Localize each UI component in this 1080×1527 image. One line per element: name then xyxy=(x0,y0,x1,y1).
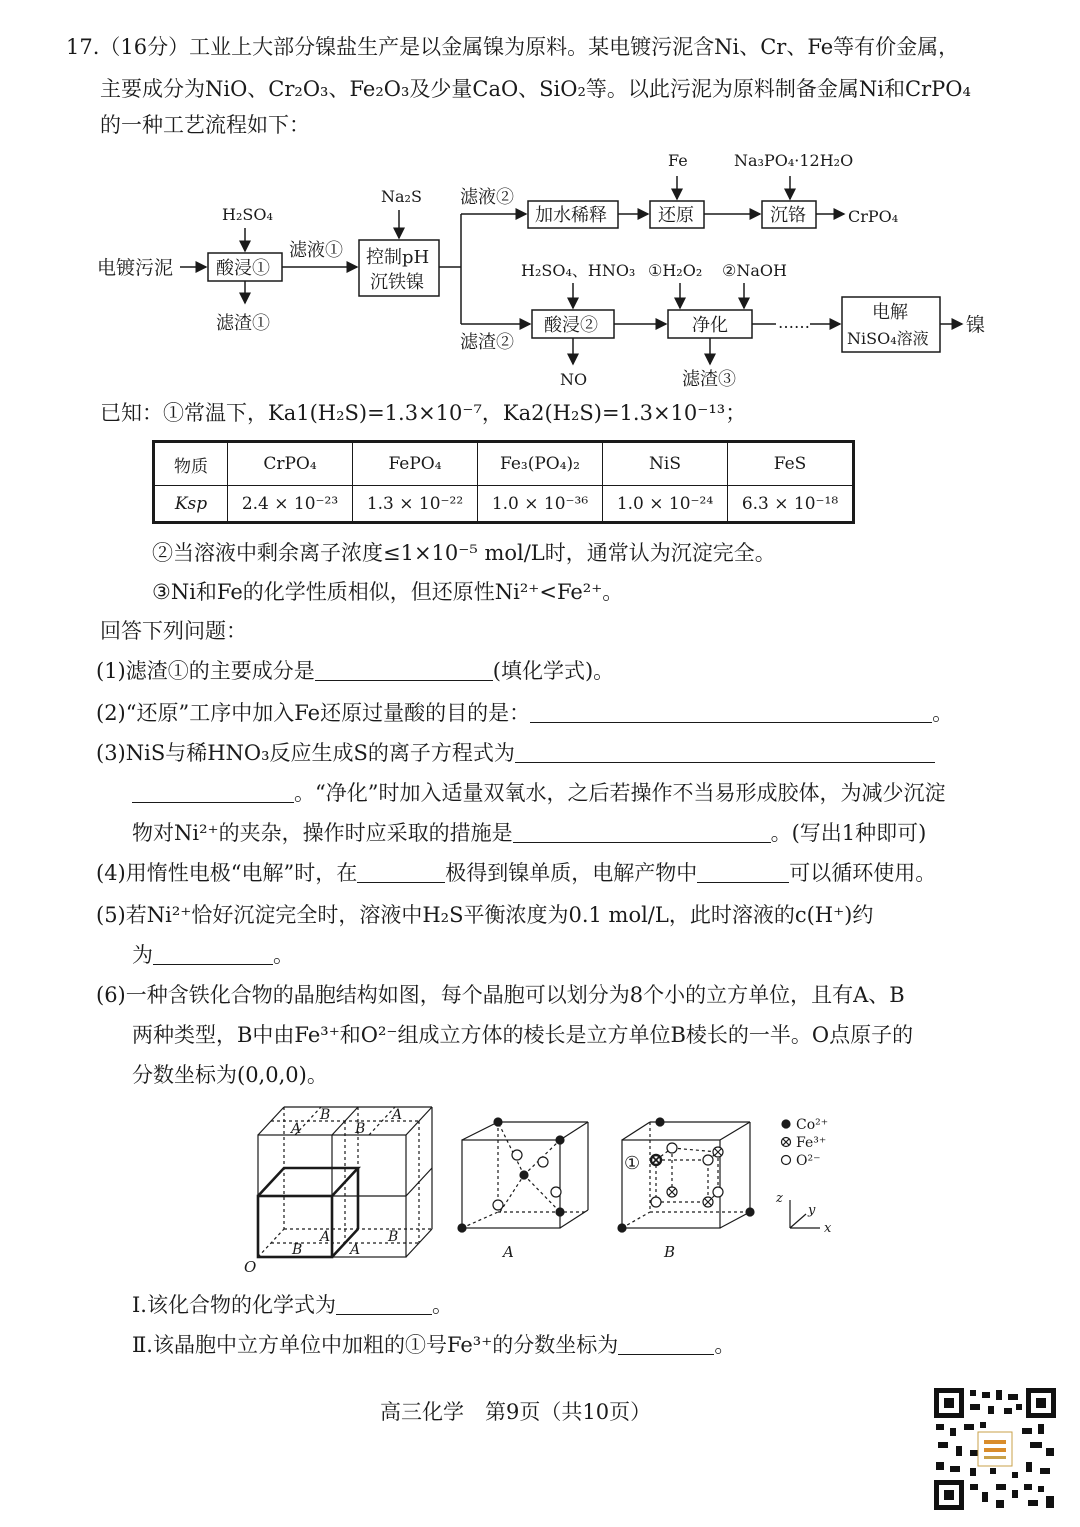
question-3-line-1 xyxy=(96,738,935,768)
question-1 xyxy=(96,656,614,686)
q4-product-blank[interactable] xyxy=(697,860,789,883)
q6-i-text: Ⅰ.该化合物的化学式为 xyxy=(132,1293,336,1317)
ksp-header-cell: CrPO₄ xyxy=(228,443,353,486)
q1-suffix: (填化学式)。 xyxy=(492,659,615,683)
cell-label-a: A xyxy=(291,1121,302,1137)
axis-x: x xyxy=(824,1221,832,1236)
question-6-line-2: 两种类型，B中由Fe³⁺和O²⁻组成立方体的棱长是立方单位B棱长的一半。O点原子的 xyxy=(132,1023,914,1047)
q6-i-answer-blank[interactable] xyxy=(336,1292,432,1315)
ksp-value-row xyxy=(155,486,853,522)
legend-co: Co²⁺ xyxy=(796,1117,829,1133)
axis-z: z xyxy=(776,1191,783,1206)
question-6-ii xyxy=(132,1330,735,1360)
flow-precip-cr: 沉铬 xyxy=(770,205,806,226)
flow-no: NO xyxy=(560,370,588,389)
known-1: 已知：①常温下，Ka1(H₂S)=1.3×10⁻⁷，Ka2(H₂S)=1.3×10⁻¹³； xyxy=(100,401,747,425)
question-3-line-3 xyxy=(132,818,926,848)
ksp-header-cell: Fe₃(PO₄)₂ xyxy=(478,443,603,486)
flow-crpo4: CrPO₄ xyxy=(848,207,899,226)
origin-label: O xyxy=(244,1258,257,1275)
question-17-line-2: 主要成分为NiO、Cr₂O₃、Fe₂O₃及少量CaO、SiO₂等。以此污泥为原料制备金属Ni和CrPO₄ xyxy=(100,77,971,101)
flow-na2s: Na₂S xyxy=(381,187,422,206)
ksp-header-row xyxy=(155,443,853,486)
flow-purify: 净化 xyxy=(692,315,728,336)
cell-label-b: B xyxy=(292,1242,303,1258)
question-6-i xyxy=(132,1290,453,1320)
ksp-value-cell: 6.3 × 10⁻¹⁸ xyxy=(728,486,853,522)
axes xyxy=(790,1200,820,1228)
flow-acid1-reagent: H₂SO₄ xyxy=(222,205,273,224)
cell-label-b: B xyxy=(320,1107,331,1123)
flow-acid2-reagent: H₂SO₄、HNO₃ xyxy=(521,261,636,280)
ksp-header-cell: FePO₄ xyxy=(353,443,478,486)
flow-filtrate1: 滤液① xyxy=(289,240,343,261)
question-3-line-2 xyxy=(132,778,945,808)
flow-acid2: 酸浸② xyxy=(544,315,598,336)
flow-dilute: 加水稀释 xyxy=(535,205,607,226)
q4-text-2: 极得到镍单质，电解产物中 xyxy=(445,861,698,885)
q5-text: 为 xyxy=(132,943,153,967)
q3-text: (3)NiS与稀HNO₃反应生成S的离子方程式为 xyxy=(96,741,515,765)
question-17-line-1: 17.（16分）工业上大部分镍盐生产是以金属镍为原料。某电镀污泥含Ni、Cr、Fe等有价金属， xyxy=(66,35,960,59)
flow-residue2: 滤渣② xyxy=(460,332,514,353)
legend xyxy=(782,1120,791,1165)
q3-measure-blank[interactable] xyxy=(513,820,771,843)
q2-suffix: 。 xyxy=(932,701,954,725)
flow-filtrate2: 滤液② xyxy=(460,187,514,208)
flow-residue3: 滤渣③ xyxy=(682,369,736,390)
q3-text-3: 物对Ni²⁺的夹杂，操作时应采取的措施是 xyxy=(132,821,513,845)
flow-fe: Fe xyxy=(668,151,688,170)
cell-label-a: A xyxy=(320,1229,331,1245)
cell-label-b: B xyxy=(355,1121,366,1137)
q5-suffix: 。 xyxy=(273,943,294,967)
q6-i-suffix: 。 xyxy=(431,1293,453,1317)
q3-suffix: 。(写出1种即可) xyxy=(770,821,927,845)
ksp-header-cell: FeS xyxy=(728,443,853,486)
q2-answer-blank[interactable] xyxy=(530,700,932,723)
q6-ii-suffix: 。 xyxy=(714,1333,736,1357)
flow-ctrl-1: 控制pH xyxy=(366,247,430,268)
flow-electro-1: 电解 xyxy=(872,302,908,323)
legend-fe: Fe³⁺ xyxy=(796,1135,827,1151)
cell-label-b: B xyxy=(388,1229,399,1245)
cube-a-label: A xyxy=(503,1243,514,1261)
q4-text: (4)用惰性电极“电解”时，在 xyxy=(96,861,358,885)
cube-b xyxy=(622,1122,750,1228)
q6-ii-answer-blank[interactable] xyxy=(618,1332,714,1355)
question-4 xyxy=(96,858,936,888)
questions-intro: 回答下列问题： xyxy=(100,619,247,643)
question-6-line-1: (6)一种含铁化合物的晶胞结构如图，每个晶胞可以划分为8个小的立方单位，且有A、B xyxy=(96,983,905,1007)
flow-start: 电镀污泥 xyxy=(97,257,174,279)
page-footer: 高三化学 第9页（共10页） xyxy=(380,1400,652,1424)
q6-ii-text: Ⅱ.该晶胞中立方单位中加粗的①号Fe³⁺的分数坐标为 xyxy=(132,1333,619,1357)
cube-b-label: B xyxy=(664,1243,676,1261)
flow-ctrl-2: 沉铁镍 xyxy=(370,272,424,293)
question-5-line-2 xyxy=(132,940,294,970)
axis-y: y xyxy=(808,1203,816,1218)
q1-answer-blank[interactable] xyxy=(315,658,493,681)
cell-label-a: A xyxy=(392,1107,403,1123)
flow-dots: …… xyxy=(778,313,810,332)
ksp-header-cell: NiS xyxy=(603,443,728,486)
question-17-line-3: 的一种工艺流程如下： xyxy=(100,113,310,137)
flow-na3po4: Na₃PO₄·12H₂O xyxy=(734,151,854,170)
known-2: ②当溶液中剩余离子浓度≤1×10⁻⁵ mol/L时，通常认为沉淀完全。 xyxy=(152,541,776,565)
ksp-value-cell: 1.3 × 10⁻²² xyxy=(353,486,478,522)
flow-electro-2: NiSO₄溶液 xyxy=(847,329,929,348)
q4-electrode-blank[interactable] xyxy=(357,860,445,883)
ksp-header-cell: 物质 xyxy=(155,443,228,486)
flow-naoh: ②NaOH xyxy=(722,261,787,280)
q4-suffix: 可以循环使用。 xyxy=(789,861,937,885)
q5-answer-blank[interactable] xyxy=(153,942,273,965)
ksp-value-cell: 1.0 × 10⁻³⁶ xyxy=(478,486,603,522)
q3-equation-blank-cont[interactable] xyxy=(132,780,294,803)
legend-o: O²⁻ xyxy=(796,1153,821,1169)
cell-label-a: A xyxy=(350,1242,361,1258)
flow-reduce: 还原 xyxy=(658,205,694,226)
flow-acid1: 酸浸① xyxy=(216,258,270,279)
qr-code-icon xyxy=(934,1388,1056,1510)
fe-number-one: ① xyxy=(624,1153,641,1174)
question-6-line-3: 分数坐标为(0,0,0)。 xyxy=(132,1063,328,1087)
ksp-row-label: Ksp xyxy=(155,486,228,522)
known-3: ③Ni和Fe的化学性质相似，但还原性Ni²⁺<Fe²⁺。 xyxy=(152,580,624,604)
crystal-structure-figure xyxy=(0,1095,1080,1275)
q3-text-2: 。“净化”时加入适量双氧水，之后若操作不当易形成胶体，为减少沉淀 xyxy=(294,781,946,805)
question-5-line-1: (5)若Ni²⁺恰好沉淀完全时，溶液中H₂S平衡浓度为0.1 mol/L，此时溶液的c(H⁺)约 xyxy=(96,903,874,927)
q3-equation-blank[interactable] xyxy=(515,740,935,763)
ksp-table xyxy=(152,440,855,524)
flow-nickel: 镍 xyxy=(966,314,986,336)
ksp-value-cell: 2.4 × 10⁻²³ xyxy=(228,486,353,522)
flow-residue1: 滤渣① xyxy=(216,313,270,334)
q1-text: (1)滤渣①的主要成分是 xyxy=(96,659,315,683)
flow-h2o2: ①H₂O₂ xyxy=(648,261,703,280)
process-flow-diagram xyxy=(0,140,1080,400)
q2-text: (2)“还原”工序中加入Fe还原过量酸的目的是： xyxy=(96,701,531,725)
ksp-value-cell: 1.0 × 10⁻²⁴ xyxy=(603,486,728,522)
question-2 xyxy=(96,698,953,728)
